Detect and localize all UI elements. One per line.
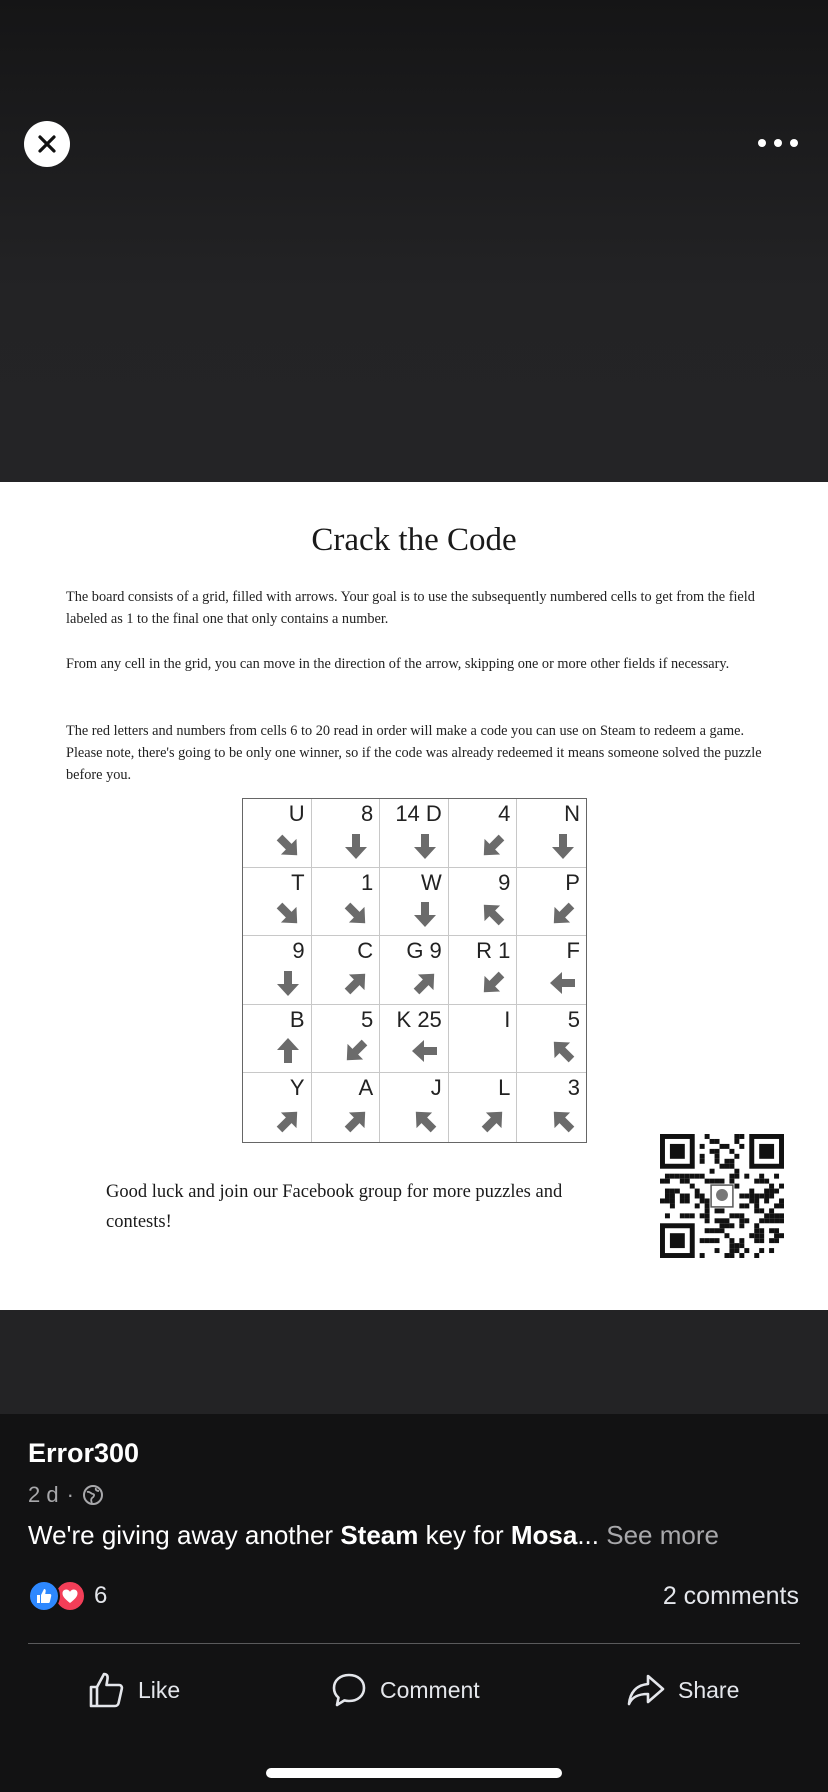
arrow-down-left-icon bbox=[341, 1036, 371, 1066]
close-button[interactable] bbox=[24, 121, 70, 167]
share-arrow-icon bbox=[626, 1670, 666, 1710]
arrow-left-icon bbox=[548, 968, 578, 998]
cell-label: B bbox=[289, 1006, 305, 1032]
comment-bubble-icon bbox=[330, 1671, 368, 1709]
like-reaction-icon bbox=[28, 1580, 60, 1612]
caption-text: We're giving away another bbox=[28, 1520, 341, 1550]
share-button[interactable] bbox=[626, 1662, 739, 1718]
image-title: Crack the Code bbox=[311, 522, 517, 558]
puzzle-grid bbox=[242, 798, 587, 1143]
image-paragraph: The board consists of a grid, filled with arrows. Your goal is to use the subsequently numbered cells to get from the field labeled as 1 to the final one that only contains a number. bbox=[66, 589, 755, 627]
grid-cell bbox=[380, 936, 449, 1005]
caption-bold: Mosa bbox=[510, 1520, 578, 1550]
arrow-down-icon bbox=[410, 831, 440, 861]
more-dot bbox=[774, 139, 782, 147]
grid-cell bbox=[517, 936, 586, 1005]
arrow-up-right-icon bbox=[478, 1106, 508, 1136]
grid-cell bbox=[517, 1073, 586, 1142]
home-indicator bbox=[266, 1768, 562, 1778]
image-paragraph: From any cell in the grid, you can move in the direction of the arrow, skipping one or more other fields if necessary. bbox=[66, 656, 730, 672]
cell-label: G 9 bbox=[406, 938, 442, 964]
grid-cell bbox=[312, 868, 381, 937]
grid-cell bbox=[243, 1005, 312, 1074]
like-button[interactable] bbox=[86, 1662, 180, 1718]
cell-label: J bbox=[430, 1075, 442, 1101]
cell-label: 5 bbox=[567, 1006, 580, 1032]
cell-label: 9 bbox=[292, 938, 305, 964]
grid-cell bbox=[380, 868, 449, 937]
grid-cell bbox=[243, 936, 312, 1005]
grid-cell bbox=[312, 1005, 381, 1074]
cell-label: 5 bbox=[360, 1006, 374, 1032]
close-icon bbox=[36, 133, 58, 155]
arrow-down-icon bbox=[273, 968, 303, 998]
arrow-up-right-icon bbox=[273, 1106, 303, 1136]
grid-cell bbox=[449, 1005, 518, 1074]
post-author[interactable]: Error300 bbox=[28, 1438, 140, 1468]
arrow-up-icon bbox=[273, 1036, 303, 1066]
grid-cell bbox=[517, 799, 586, 868]
cell-label: P bbox=[565, 869, 580, 895]
grid-cell bbox=[312, 1073, 381, 1142]
grid-cell bbox=[517, 868, 586, 937]
image-footer-text: Good luck and join our Facebook group for more puzzles and contests! bbox=[106, 1182, 563, 1232]
arrow-up-right-icon bbox=[410, 968, 440, 998]
more-options-button[interactable] bbox=[758, 130, 798, 156]
post-meta bbox=[28, 1482, 104, 1508]
grid-cell bbox=[449, 936, 518, 1005]
cell-label: C bbox=[357, 938, 374, 964]
cell-label: A bbox=[358, 1075, 374, 1101]
cell-label: 3 bbox=[567, 1075, 580, 1101]
arrow-down-left-icon bbox=[478, 968, 508, 998]
cell-label: 14 D bbox=[395, 801, 442, 826]
cell-label: I bbox=[504, 1006, 511, 1032]
arrow-up-right-icon bbox=[341, 1106, 371, 1136]
arrow-up-left-icon bbox=[548, 1036, 578, 1066]
grid-cell bbox=[380, 1005, 449, 1074]
cell-label: 8 bbox=[360, 801, 374, 826]
see-more-link[interactable]: See more bbox=[606, 1520, 719, 1550]
arrow-up-left-icon bbox=[478, 899, 508, 929]
globe-icon bbox=[82, 1484, 104, 1506]
post-caption bbox=[28, 1520, 808, 1551]
cell-label: 1 bbox=[360, 869, 374, 895]
grid-cell bbox=[449, 799, 518, 868]
divider bbox=[28, 1643, 800, 1644]
grid-cell bbox=[449, 1073, 518, 1142]
viewer-bottom-area bbox=[0, 1310, 828, 1414]
grid-cell bbox=[312, 799, 381, 868]
arrow-down-icon bbox=[548, 831, 578, 861]
caption-ellipsis: ... bbox=[577, 1520, 607, 1550]
cell-label: R 1 bbox=[476, 938, 511, 964]
cell-label: L bbox=[498, 1075, 511, 1101]
arrow-left-icon bbox=[410, 1036, 440, 1066]
image-paragraph: The red letters and numbers from cells 6 to 20 read in order will make a code you can use on Steam to redeem a game. Please note, there's going to be only one winner, so if the code was already redeemed it means someone solved the puzzle before you. bbox=[66, 723, 762, 783]
arrow-down-icon bbox=[341, 831, 371, 861]
arrow-down-icon bbox=[410, 899, 440, 929]
grid-cell bbox=[312, 936, 381, 1005]
caption-text: key for bbox=[418, 1520, 511, 1550]
meta-separator: · bbox=[66, 1482, 74, 1507]
arrow-up-left-icon bbox=[548, 1106, 578, 1136]
grid-cell bbox=[380, 799, 449, 868]
arrow-up-right-icon bbox=[341, 968, 371, 998]
like-label: Like bbox=[138, 1676, 181, 1703]
cell-label: T bbox=[291, 869, 305, 895]
grid-cell bbox=[243, 799, 312, 868]
arrow-down-right-icon bbox=[341, 899, 371, 929]
grid-cell bbox=[517, 1005, 586, 1074]
more-dot bbox=[758, 139, 766, 147]
comment-label: Comment bbox=[380, 1676, 480, 1703]
grid-cell bbox=[380, 1073, 449, 1142]
viewer-top-area bbox=[0, 0, 828, 482]
cell-label: F bbox=[566, 938, 580, 964]
arrow-down-right-icon bbox=[273, 899, 303, 929]
grid-cell bbox=[449, 868, 518, 937]
cell-label: W bbox=[421, 869, 442, 895]
cell-label: 4 bbox=[498, 801, 511, 826]
cell-label: U bbox=[288, 801, 305, 826]
grid-cell bbox=[243, 868, 312, 937]
comments-count[interactable]: 2 comments bbox=[662, 1582, 799, 1610]
more-dot bbox=[790, 139, 798, 147]
caption-bold: Steam bbox=[340, 1520, 419, 1550]
cell-label: K 25 bbox=[396, 1006, 442, 1032]
arrow-up-left-icon bbox=[410, 1106, 440, 1136]
share-label: Share bbox=[678, 1676, 740, 1703]
cell-label: 9 bbox=[498, 869, 511, 895]
thumbs-up-icon bbox=[86, 1670, 126, 1710]
post-image[interactable] bbox=[0, 482, 828, 1310]
arrow-down-right-icon bbox=[273, 831, 303, 861]
cell-label: Y bbox=[289, 1075, 305, 1101]
grid-cell bbox=[243, 1073, 312, 1142]
qr-code-icon bbox=[660, 1134, 784, 1258]
arrow-down-left-icon bbox=[548, 899, 578, 929]
post-details-panel bbox=[0, 1414, 828, 1792]
arrow-down-left-icon bbox=[478, 831, 508, 861]
cell-label: N bbox=[564, 801, 580, 826]
reactions-summary[interactable] bbox=[28, 1580, 107, 1612]
post-time[interactable]: 2 d bbox=[28, 1482, 59, 1507]
comment-button[interactable] bbox=[330, 1662, 480, 1718]
reaction-count: 6 bbox=[94, 1582, 108, 1609]
